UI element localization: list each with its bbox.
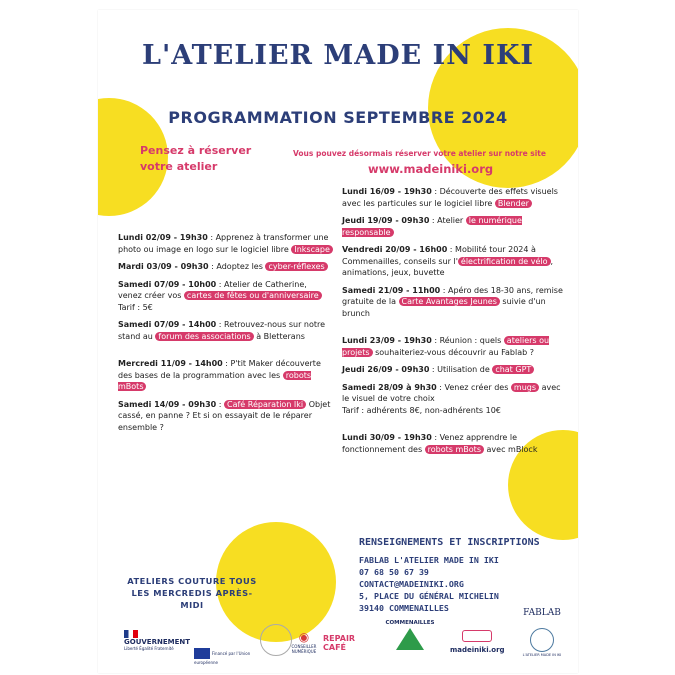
- event-item: Mercredi 11/09 - 14h00 : P'tit Maker découverte des bases de la programmation avec les robots mBots: [118, 359, 321, 391]
- event-tag: le numérique responsable: [342, 216, 522, 237]
- event-tag: Blender: [495, 199, 532, 208]
- org-name: FABLAB L'ATELIER MADE IN IKI: [359, 555, 499, 565]
- website-link[interactable]: www.madeiniki.org: [368, 162, 494, 176]
- event-item: Lundi 16/09 - 19h30 : Découverte des effets visuels avec les particules sur le logiciel libre Blender: [342, 187, 558, 208]
- marianne-icon: [124, 630, 138, 638]
- reserve-line-1: Pensez à réserver: [140, 144, 252, 157]
- event-tag: forum des associations: [155, 332, 253, 341]
- event-tag: électrification de vélo: [458, 257, 551, 266]
- event-item: Samedi 07/09 - 10h00 : Atelier de Catherine, venez créer vos cartes de fêtes ou d'anniversaire Tarif : 5€: [118, 279, 333, 314]
- events-right-column: [342, 186, 564, 461]
- event-item: Mardi 03/09 - 09h30 : Adoptez les cyber-réflexes: [118, 261, 333, 273]
- info-title: RENSEIGNEMENTS ET INSCRIPTIONS: [359, 537, 540, 548]
- contact-block: [359, 554, 499, 614]
- couture-note: ATELIERS COUTURE TOUS LES MERCREDIS APRÈS-MIDI: [127, 576, 257, 610]
- reserve-reminder: [140, 143, 251, 175]
- repair-cafe-logo: REPAIR CAFÉ: [323, 634, 356, 652]
- event-tag: robots mBots: [425, 445, 484, 454]
- address-line-2: 39140 COMMENAILLES: [359, 603, 449, 613]
- event-item: Vendredi 20/09 - 16h00 : Mobilité tour 2024 à Commenailles, conseils sur l' électrification de vélo , animations, jeux, buvette: [342, 245, 554, 277]
- event-tag: Carte Avantages Jeunes: [399, 297, 500, 306]
- eu-logo: Financé par l'Union européenne: [194, 648, 264, 666]
- event-tag: Café Réparation Iki: [224, 400, 306, 409]
- events-left-column: [118, 232, 333, 439]
- event-tag: robots mBots: [118, 370, 312, 391]
- reserve-line-2: votre atelier: [140, 160, 218, 173]
- event-item: Samedi 21/09 - 11h00 : Apéro des 18-30 ans, remise gratuite de la Carte Avantages Jeunes suivie d'un brunch: [342, 285, 563, 318]
- eu-flag-icon: [194, 648, 210, 659]
- iki-emblem-icon: [530, 628, 554, 652]
- event-item: Lundi 02/09 - 19h30 : Apprenez à transformer une photo ou image en logo sur le logiciel libre Inkscape: [118, 232, 333, 255]
- event-item: Samedi 07/09 - 14h00 : Retrouvez-nous sur notre stand au forum des associations à Bletterans: [118, 320, 326, 341]
- event-tag: cyber-réflexes: [265, 262, 327, 271]
- event-tag: ateliers ou projets: [342, 336, 550, 357]
- event-item: Lundi 23/09 - 19h30 : Réunion : quels ateliers ou projets souhaiteriez-vous découvrir au Fablab ?: [342, 336, 550, 357]
- conseiller-numerique-logo: ◉ CONSEILLER NUMÉRIQUE: [288, 630, 320, 654]
- event-item: Samedi 14/09 - 09h30 : Café Réparation Iki Objet cassé, en panne ? Et si on essayait de le réparer ensemble ?: [118, 399, 331, 432]
- event-item: Jeudi 19/09 - 09h30 : Atelier le numérique responsable: [342, 216, 522, 237]
- event-item: Lundi 30/09 - 19h30 : Venez apprendre le fonctionnement des robots mBots avec mBlock: [342, 433, 538, 454]
- event-tag: cartes de fêtes ou d'anniversaire: [184, 291, 322, 300]
- event-tag: Inkscape: [291, 245, 333, 254]
- poster-title: L'ATELIER MADE IN IKI: [141, 40, 535, 71]
- commenailles-logo: COMMENAILLES: [380, 620, 440, 650]
- phone-number[interactable]: 07 68 50 67 39: [359, 567, 429, 577]
- email-link[interactable]: CONTACT@MADEINIKI.ORG: [359, 579, 464, 589]
- site-note: Vous pouvez désormais réserver votre atelier sur notre site: [293, 149, 546, 158]
- event-tag: chat GPT: [492, 365, 534, 374]
- event-item: Jeudi 26/09 - 09h30 : Utilisation de chat GPT: [342, 364, 564, 376]
- gouvernement-logo: GOUVERNEMENT Liberté Égalité Fraternité: [124, 630, 194, 651]
- event-tag: mugs: [511, 383, 539, 392]
- poster: [98, 10, 578, 673]
- madeiniki-web-logo: madeiniki.org: [450, 630, 504, 654]
- commenailles-triangle-icon: [396, 628, 424, 650]
- address-line-1: 5, PLACE DU GÉNÉRAL MICHELIN: [359, 591, 499, 601]
- poster-subtitle: PROGRAMMATION SEPTEMBRE 2024: [168, 108, 508, 127]
- event-item: Samedi 28/09 à 9h30 : Venez créer des mugs avec le visuel de votre choix Tarif : adhérents 8€, non-adhérents 10€: [342, 382, 561, 415]
- fablab-logo: FABLAB L'ATELIER MADE IN IKI: [522, 608, 562, 657]
- web-icon: [462, 630, 492, 642]
- location-pin-icon: ◉: [298, 630, 310, 644]
